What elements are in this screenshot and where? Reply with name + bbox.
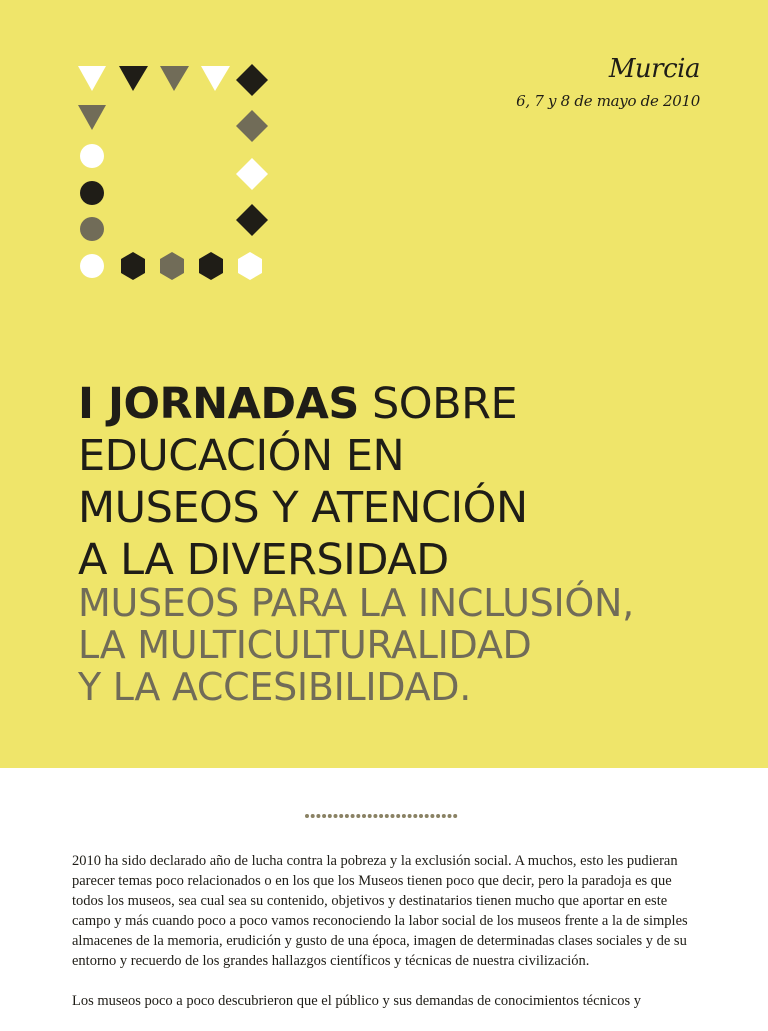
divider-dot <box>430 814 434 818</box>
divider-dot <box>379 814 383 818</box>
divider-dot <box>305 814 309 818</box>
logo-hexagon <box>199 252 223 280</box>
subtitle-line-3: Y LA ACCESIBILIDAD. <box>78 665 472 709</box>
dotted-divider <box>304 812 464 820</box>
title-line-3: MUSEOS Y ATENCIÓN <box>78 483 528 533</box>
divider-dot <box>442 814 446 818</box>
divider-dot <box>328 814 332 818</box>
title-line-4: A LA DIVERSIDAD <box>78 535 449 585</box>
page-subtitle <box>78 582 738 708</box>
divider-dot <box>373 814 377 818</box>
divider-dot <box>334 814 338 818</box>
divider-dot <box>356 814 360 818</box>
divider-dot <box>322 814 326 818</box>
divider-dot <box>425 814 429 818</box>
divider-dot <box>316 814 320 818</box>
logo-diamond <box>236 64 268 96</box>
divider-dot <box>419 814 423 818</box>
divider-dot <box>396 814 400 818</box>
divider-dot <box>408 814 412 818</box>
logo-circle <box>80 254 104 278</box>
event-city: Murcia <box>608 54 700 84</box>
logo-diamond <box>236 158 268 190</box>
title-line-1 <box>78 378 738 430</box>
event-dates: 6, 7 y 8 de mayo de 2010 <box>516 92 700 110</box>
logo-diamond <box>236 204 268 236</box>
divider-dot <box>362 814 366 818</box>
divider-dot <box>339 814 343 818</box>
logo-triangle <box>160 66 189 91</box>
subtitle-line-2: LA MULTICULTURALIDAD <box>78 623 532 667</box>
logo-hexagon <box>121 252 145 280</box>
logo-hexagon <box>238 252 262 280</box>
logo-icon <box>0 0 300 300</box>
paragraph-2: Los museos poco a poco descubrieron que el público y sus demandas de conocimientos técnicos y <box>72 993 641 1009</box>
divider-dot <box>436 814 440 818</box>
divider-dot <box>351 814 355 818</box>
page-title <box>78 378 738 586</box>
title-bold: I JORNADAS <box>78 379 359 429</box>
logo-triangle <box>78 66 106 91</box>
logo-triangle <box>119 66 148 91</box>
divider-dot <box>413 814 417 818</box>
divider-dot <box>345 814 349 818</box>
subtitle-line-1: MUSEOS PARA LA INCLUSIÓN, <box>78 581 634 625</box>
divider-dot <box>391 814 395 818</box>
divider-dot <box>368 814 372 818</box>
divider-dot <box>385 814 389 818</box>
title-line-2: EDUCACIÓN EN <box>78 431 405 481</box>
divider-dot <box>311 814 315 818</box>
divider-dot <box>448 814 452 818</box>
logo-hexagon <box>160 252 184 280</box>
logo-circle <box>80 144 104 168</box>
divider-dot <box>453 814 457 818</box>
logo-circle <box>80 181 104 205</box>
title-line-1-rest: SOBRE <box>358 379 518 429</box>
body-text <box>72 851 697 1031</box>
logo-triangle <box>201 66 230 91</box>
logo-diamond <box>236 110 268 142</box>
divider-dot <box>402 814 406 818</box>
paragraph-1: 2010 ha sido declarado año de lucha contra la pobreza y la exclusión social. A muchos, esto les pudieran parecer temas poco relacionados o en los que los Museos tienen poco que decir, pero la paradoja es que todos los museos, sea cual sea su contenido, objetivos y destinatarios tienen mucho que aportar en este campo y más cuando poco a poco vamos reconociendo la labor social de los museos frente a la de simples almacenes de la memoria, erudición y gusto de una época, imagen de determinadas clases sociales y de su entorno y recuerdo de los grandes hallazgos científicos y técnicas de nuestra civilización. <box>72 853 688 969</box>
logo-circle <box>80 217 104 241</box>
logo-triangle <box>78 105 106 130</box>
